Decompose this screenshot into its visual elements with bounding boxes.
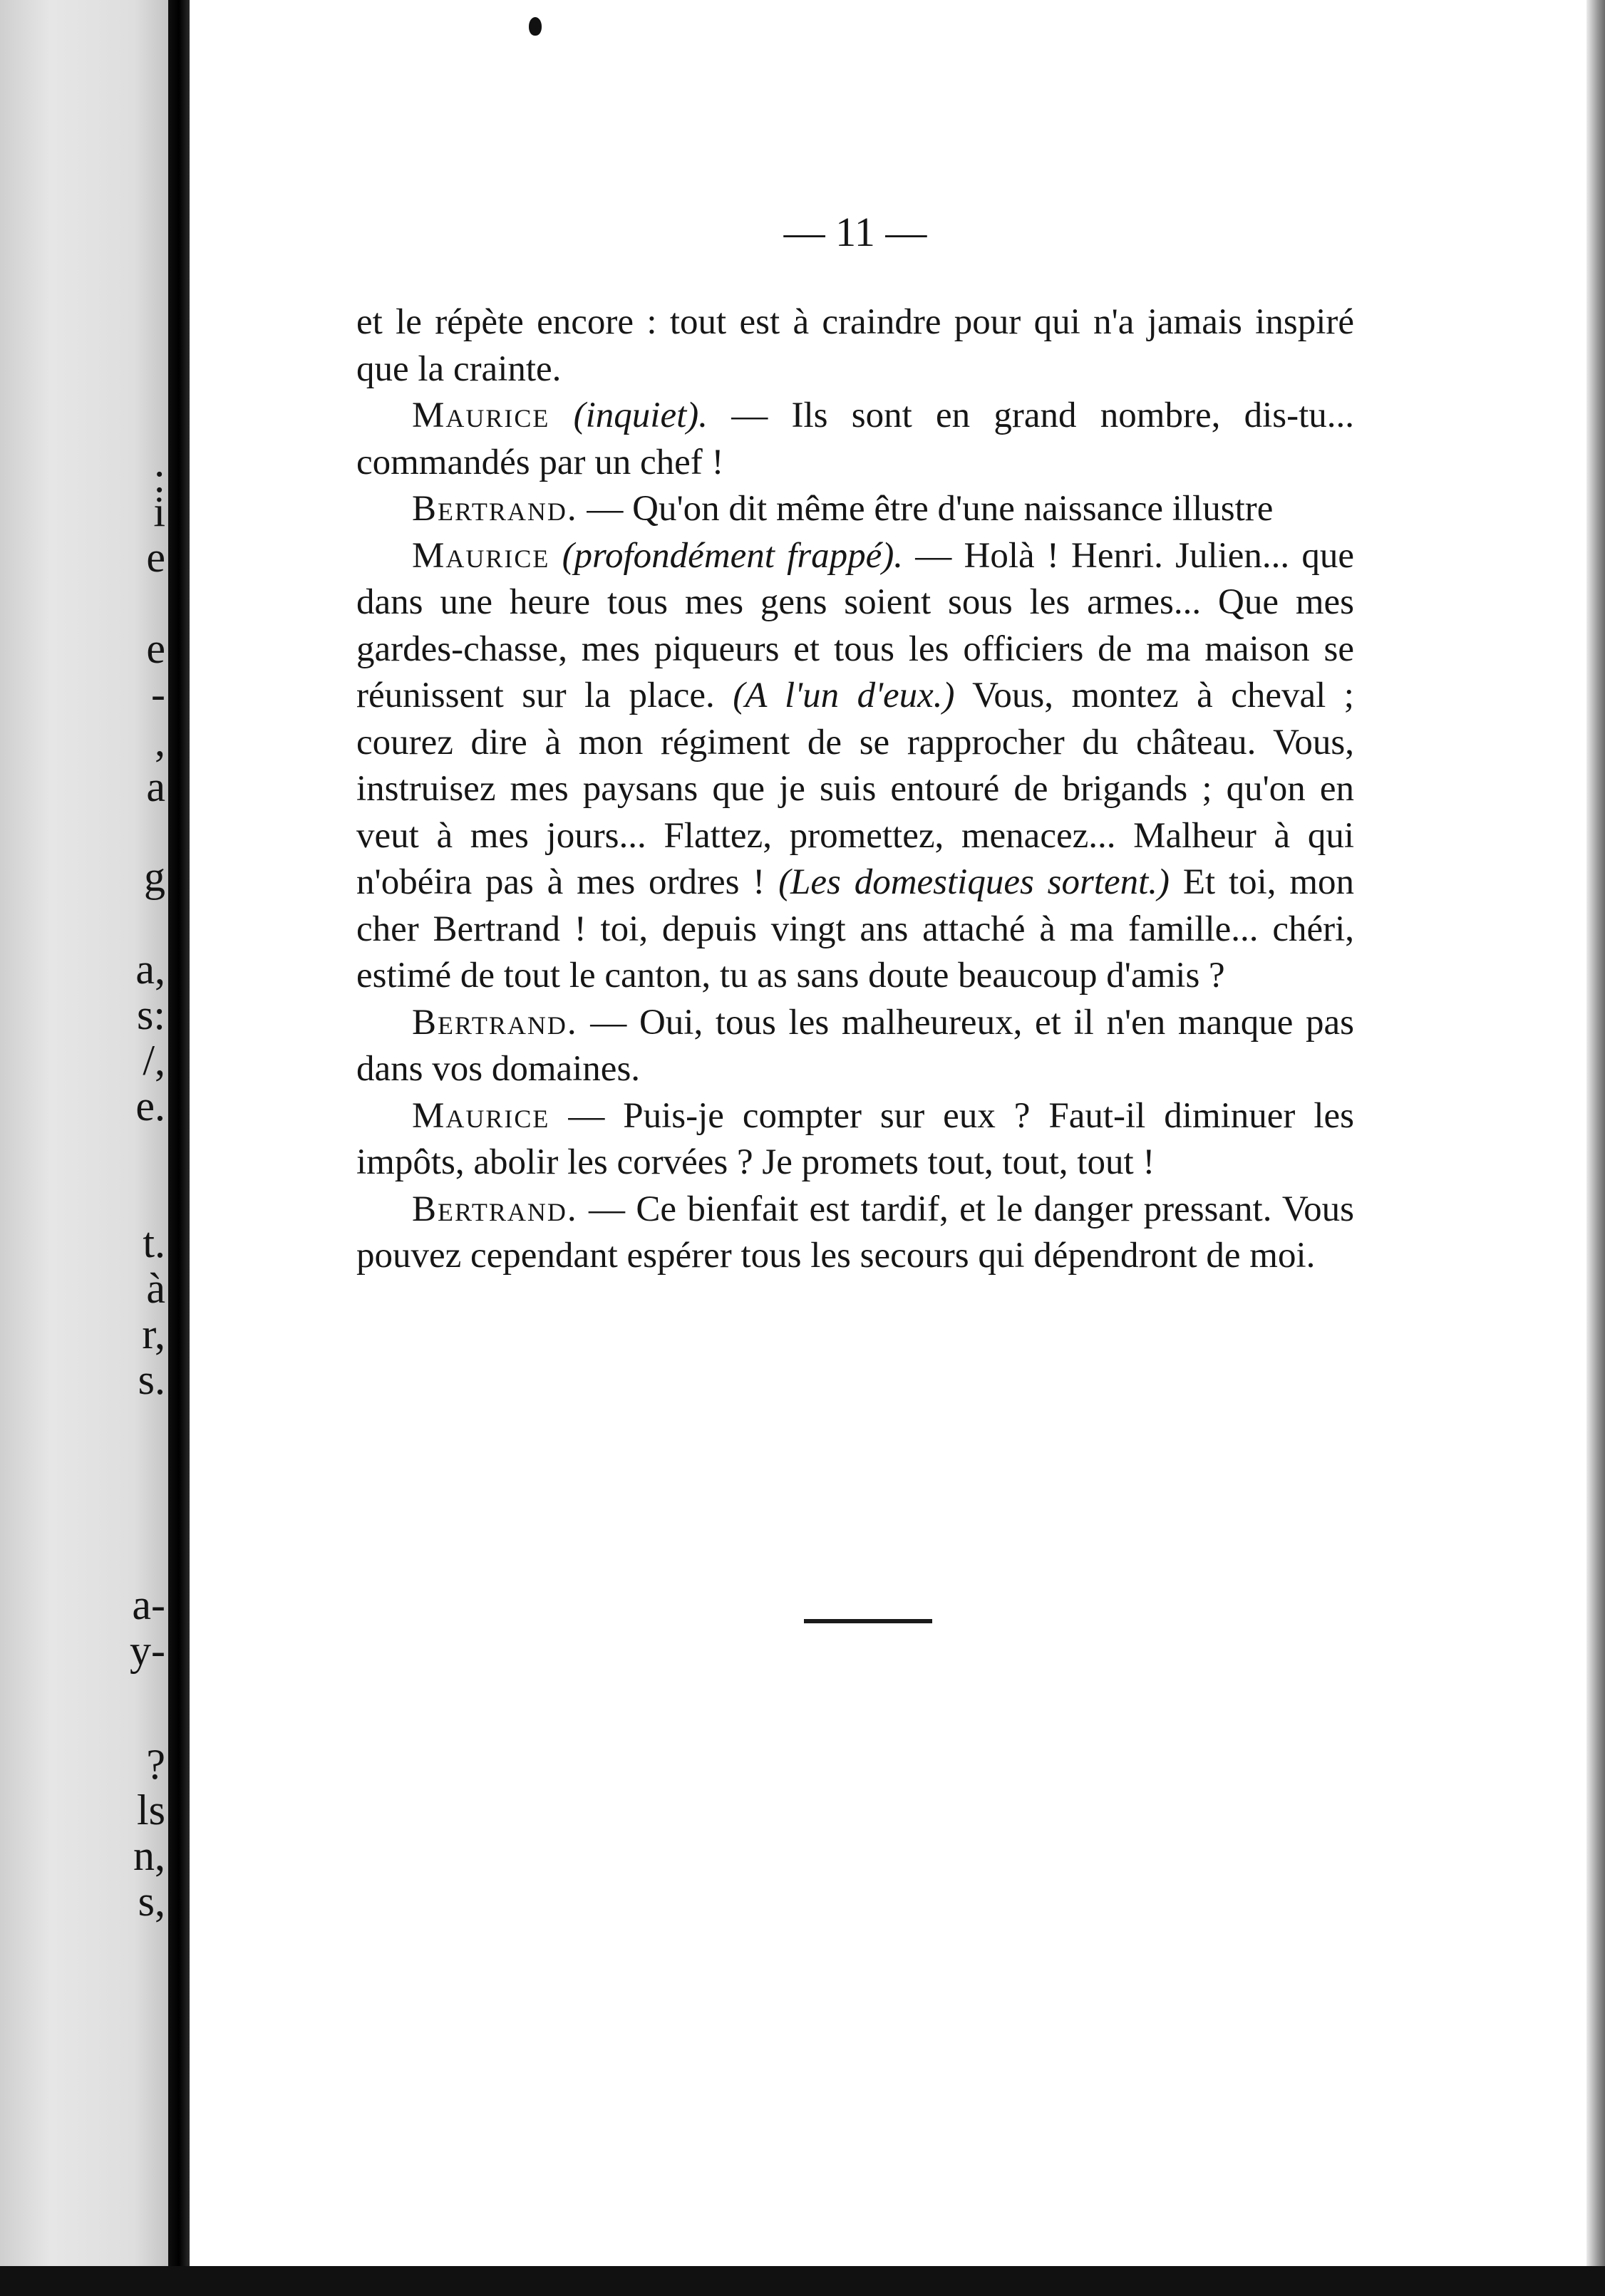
paragraph-text: et le répète encore : tout est à craindre pour qui n'a jamais inspiré que la crainte. [356, 302, 1354, 389]
margin-fragment: t. [143, 1219, 165, 1266]
stage-direction: (A l'un d'eux.) [733, 676, 955, 715]
margin-fragment: a [146, 763, 165, 810]
speaker-name: Maurice [412, 1095, 550, 1136]
previous-page-margin-text [0, 0, 168, 2296]
page-number: — 11 — [783, 209, 927, 255]
paragraph [356, 299, 1354, 393]
margin-fragment: i [153, 488, 165, 535]
margin-fragment: a, [135, 946, 165, 993]
paragraph-text: — Ce bienfait est tardif, et le danger pressant. Vous pouvez cependant espérer tous les secours qui dépendront de moi. [356, 1189, 1354, 1276]
margin-fragment: , [155, 718, 165, 765]
speaker-name: Bertrand. [412, 1189, 578, 1229]
margin-fragment: e [146, 534, 165, 581]
ink-speck [529, 17, 542, 36]
page-edge-shadow [1586, 0, 1605, 2296]
margin-fragment: /, [143, 1037, 165, 1084]
margin-fragment: a- [132, 1581, 165, 1628]
margin-fragment: g [144, 853, 165, 900]
paragraph-text: — Qu'on dit même être d'une naissance illustre [587, 489, 1274, 529]
end-rule [804, 1619, 932, 1623]
paragraph-text: Et toi, mon cher Bertrand ! toi, depuis vingt ans attaché à ma famille... chéri, estimé de tout le canton, tu as sans doute beaucoup d'amis ? [356, 862, 1354, 996]
paragraph [356, 1186, 1354, 1280]
paragraph [356, 1093, 1354, 1186]
margin-fragment: e. [135, 1082, 165, 1129]
paragraph [356, 486, 1354, 533]
margin-fragment: ls [136, 1786, 165, 1834]
paragraph-text: — Holà ! Henri. Julien... que dans une heure tous mes gens soient sous les armes... Que mes gardes-chasse, mes piqueurs et tous les officiers de ma maison se réunissent sur la place. [356, 535, 1355, 715]
page-text [356, 299, 1354, 1280]
paragraph-text: — Ils sont en grand nombre, dis-tu... commandés par un chef ! [356, 395, 1355, 482]
margin-fragment: s. [138, 1356, 165, 1403]
margin-fragment: ? [146, 1741, 165, 1788]
paragraph-text: — Oui, tous les malheureux, et il n'en manque pas dans vos domaines. [356, 1002, 1355, 1089]
paragraph-text: Vous, montez à cheval ; courez dire à mon régiment de se rapprocher du château. Vous, instruisez mes paysans que je suis entouré de brigands ; qu'on en veut à mes jours... Flattez, promettez, menacez... Malheur à qui n'obéira pas à mes ordres ! [356, 676, 1354, 902]
margin-fragment: n, [133, 1832, 165, 1879]
scan-bottom-border [0, 2266, 1605, 2296]
margin-fragment: à [146, 1265, 165, 1312]
paragraph-text: — Puis-je compter sur eux ? Faut-il diminuer les impôts, abolir les corvées ? Je promets tout, tout, tout ! [356, 1095, 1355, 1182]
speaker-name: Bertrand. [412, 489, 578, 529]
speaker-name: Maurice [412, 535, 550, 576]
margin-fragment: y- [130, 1627, 165, 1674]
margin-fragment: s, [138, 1878, 165, 1925]
paragraph [356, 393, 1354, 486]
speaker-name: Maurice [412, 395, 550, 435]
margin-fragment: e [146, 625, 165, 672]
paragraph [356, 533, 1354, 1000]
previous-page-fragment [0, 0, 168, 2296]
binding-gutter [168, 0, 190, 2296]
paragraph [356, 1000, 1354, 1093]
margin-fragment: : [153, 454, 165, 501]
margin-fragment: r, [142, 1310, 165, 1358]
stage-direction: (Les domestiques sortent.) [778, 862, 1170, 902]
stage-direction: (inquiet). [573, 395, 708, 435]
margin-fragment: s: [136, 991, 165, 1038]
speaker-name: Bertrand. [412, 1002, 578, 1043]
margin-fragment: - [151, 671, 165, 718]
stage-direction: (profondément frappé). [562, 535, 904, 576]
